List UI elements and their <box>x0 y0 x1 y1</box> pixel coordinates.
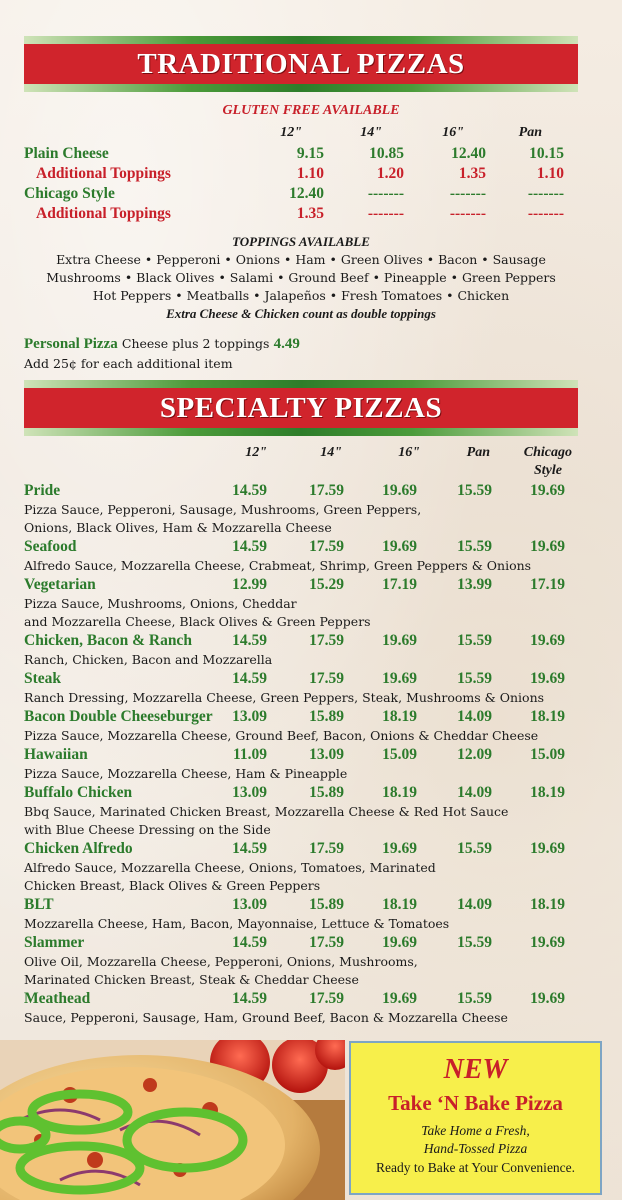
specialty-price: 19.69 <box>382 934 417 951</box>
specialty-price: 17.59 <box>309 840 344 857</box>
traditional-price: 10.15 <box>529 145 564 162</box>
specialty-item-name: Pride <box>24 482 61 499</box>
specialty-price: 19.69 <box>530 632 565 649</box>
specialty-price: 17.59 <box>309 990 344 1007</box>
specialty-item-description: and Mozzarella Cheese, Black Olives & Green Peppers <box>24 614 371 629</box>
personal-pizza-label: Personal Pizza <box>24 336 118 352</box>
promo-line-2: Hand-Tossed Pizza <box>423 1141 528 1156</box>
specialty-price: 17.59 <box>309 632 344 649</box>
toppings-title: TOPPINGS AVAILABLE <box>232 234 370 249</box>
specialty-item-name: Chicken Alfredo <box>24 840 133 857</box>
specialty-price: 19.69 <box>530 840 565 857</box>
specialty-item-description: Alfredo Sauce, Mozzarella Cheese, Onions, Tomatoes, Marinated <box>24 860 436 875</box>
personal-pizza-price: 4.49 <box>273 336 300 352</box>
specialty-price: 14.09 <box>457 708 492 725</box>
specialty-price: 18.19 <box>382 896 417 913</box>
traditional-price: ------- <box>527 205 564 222</box>
traditional-price: 10.85 <box>369 145 404 162</box>
specialty-price: 15.59 <box>457 482 492 499</box>
specialty-item-name: Meathead <box>24 990 91 1007</box>
specialty-price: 13.99 <box>457 576 492 593</box>
specialty-price: 14.59 <box>232 840 267 857</box>
traditional-price: 1.35 <box>458 165 486 182</box>
specialty-price: 19.69 <box>530 990 565 1007</box>
specialty-price: 14.59 <box>232 990 267 1007</box>
specialty-item-description: Mozzarella Cheese, Ham, Bacon, Mayonnaise, Lettuce & Tomatoes <box>24 916 450 931</box>
traditional-row-name: Plain Cheese <box>24 145 109 162</box>
size-header-14: 14" <box>360 125 382 140</box>
specialty-price: 12.99 <box>232 576 267 593</box>
specialty-item-description: Onions, Black Olives, Ham & Mozzarella Cheese <box>24 520 332 535</box>
specialty-price: 19.69 <box>382 990 417 1007</box>
specialty-item-name: Seafood <box>24 538 77 555</box>
specialty-price: 15.89 <box>309 784 344 801</box>
pizza-photo <box>0 1040 345 1200</box>
specialty-price: 15.59 <box>457 632 492 649</box>
spec-size-14: 14" <box>320 445 342 460</box>
traditional-price: 1.10 <box>296 165 324 182</box>
specialty-price: 13.09 <box>232 896 267 913</box>
specialty-item-description: Pizza Sauce, Mushrooms, Onions, Cheddar <box>24 596 297 611</box>
traditional-price: 12.40 <box>451 145 486 162</box>
traditional-row-name: Chicago Style <box>24 185 115 202</box>
traditional-price: 9.15 <box>296 145 324 162</box>
traditional-banner <box>24 36 578 92</box>
spec-size-chicago: Chicago <box>523 445 572 460</box>
specialty-price: 15.29 <box>309 576 344 593</box>
specialty-price: 14.09 <box>457 784 492 801</box>
specialty-item-description: Pizza Sauce, Mozzarella Cheese, Ground Beef, Bacon, Onions & Cheddar Cheese <box>24 728 539 743</box>
traditional-row-name: Additional Toppings <box>36 165 171 182</box>
specialty-banner <box>24 380 578 436</box>
specialty-price: 18.19 <box>530 784 565 801</box>
specialty-price: 18.19 <box>382 708 417 725</box>
size-header-12: 12" <box>280 125 302 140</box>
specialty-item-name: Buffalo Chicken <box>24 784 133 801</box>
specialty-price: 19.69 <box>382 482 417 499</box>
traditional-title: TRADITIONAL PIZZAS <box>24 44 578 84</box>
specialty-item-description: Bbq Sauce, Marinated Chicken Breast, Mozzarella Cheese & Red Hot Sauce <box>24 804 509 819</box>
specialty-price: 14.59 <box>232 538 267 555</box>
promo-line-3: Ready to Bake at Your Convenience. <box>375 1160 576 1175</box>
specialty-price: 19.69 <box>530 670 565 687</box>
traditional-price: ------- <box>367 205 404 222</box>
traditional-price: ------- <box>527 185 564 202</box>
specialty-price: 15.89 <box>309 896 344 913</box>
traditional-row-name: Additional Toppings <box>36 205 171 222</box>
specialty-price: 15.89 <box>309 708 344 725</box>
traditional-price: 1.35 <box>296 205 324 222</box>
specialty-price: 17.19 <box>382 576 417 593</box>
specialty-item-name: BLT <box>24 896 54 913</box>
specialty-price: 14.59 <box>232 934 267 951</box>
specialty-price: 14.09 <box>457 896 492 913</box>
specialty-price: 15.09 <box>530 746 565 763</box>
toppings-line-3: Hot Peppers • Meatballs • Jalapeños • Fresh Tomatoes • Chicken <box>92 288 510 303</box>
specialty-price: 12.09 <box>457 746 492 763</box>
spec-size-12: 12" <box>245 445 267 460</box>
gluten-free-note: GLUTEN FREE AVAILABLE <box>222 103 400 118</box>
specialty-item-name: Chicken, Bacon & Ranch <box>24 632 192 649</box>
spec-size-16: 16" <box>398 445 420 460</box>
promo-new-label: NEW <box>443 1054 508 1085</box>
promo-line-1: Take Home a Fresh, <box>421 1123 530 1138</box>
specialty-price: 19.69 <box>530 538 565 555</box>
specialty-price: 15.59 <box>457 840 492 857</box>
traditional-price: ------- <box>367 185 404 202</box>
traditional-price: ------- <box>449 185 486 202</box>
personal-pizza-note: Add 25¢ for each additional item <box>24 356 233 371</box>
size-header-pan: Pan <box>518 125 542 140</box>
specialty-price: 17.59 <box>309 670 344 687</box>
specialty-price: 14.59 <box>232 482 267 499</box>
specialty-price: 15.59 <box>457 538 492 555</box>
specialty-price: 19.69 <box>382 670 417 687</box>
specialty-price: 19.69 <box>382 632 417 649</box>
specialty-item-name: Steak <box>24 670 62 687</box>
specialty-item-name: Bacon Double Cheeseburger <box>24 708 213 725</box>
specialty-price: 14.59 <box>232 670 267 687</box>
traditional-price: ------- <box>449 205 486 222</box>
specialty-price: 15.59 <box>457 990 492 1007</box>
specialty-item-description: Ranch Dressing, Mozzarella Cheese, Green Peppers, Steak, Mushrooms & Onions <box>24 690 545 705</box>
specialty-item-description: Sauce, Pepperoni, Sausage, Ham, Ground Beef, Bacon & Mozzarella Cheese <box>24 1010 508 1025</box>
specialty-price: 19.69 <box>382 840 417 857</box>
specialty-item-description: Marinated Chicken Breast, Steak & Cheddar Cheese <box>24 972 359 987</box>
spec-size-pan: Pan <box>466 445 490 460</box>
specialty-price: 18.19 <box>382 784 417 801</box>
specialty-price: 19.69 <box>382 538 417 555</box>
size-header-16: 16" <box>442 125 464 140</box>
specialty-item-description: Pizza Sauce, Pepperoni, Sausage, Mushrooms, Green Peppers, <box>24 502 422 517</box>
traditional-price: 12.40 <box>289 185 324 202</box>
traditional-price: 1.20 <box>376 165 404 182</box>
specialty-price: 15.09 <box>382 746 417 763</box>
specialty-price: 19.69 <box>530 934 565 951</box>
specialty-title: SPECIALTY PIZZAS <box>24 388 578 428</box>
specialty-price: 11.09 <box>232 746 267 763</box>
specialty-price: 14.59 <box>232 632 267 649</box>
specialty-item-name: Slammer <box>24 934 85 951</box>
specialty-item-description: Pizza Sauce, Mozzarella Cheese, Ham & Pineapple <box>24 766 348 781</box>
spec-size-style: Style <box>534 463 562 478</box>
promo-title: Take ‘N Bake Pizza <box>388 1091 563 1115</box>
traditional-price: 1.10 <box>536 165 564 182</box>
specialty-price: 15.59 <box>457 934 492 951</box>
specialty-item-name: Vegetarian <box>24 576 96 593</box>
personal-pizza-line <box>24 336 300 353</box>
specialty-item-description: Chicken Breast, Black Olives & Green Peppers <box>24 878 321 893</box>
specialty-price: 15.59 <box>457 670 492 687</box>
specialty-item-description: with Blue Cheese Dressing on the Side <box>24 822 271 837</box>
specialty-price: 17.59 <box>309 934 344 951</box>
specialty-price: 17.19 <box>530 576 565 593</box>
toppings-line-1: Extra Cheese • Pepperoni • Onions • Ham • Green Olives • Bacon • Sausage <box>56 252 546 267</box>
specialty-price: 13.09 <box>232 784 267 801</box>
specialty-price: 17.59 <box>309 482 344 499</box>
take-n-bake-promo <box>349 1041 602 1195</box>
specialty-item-description: Olive Oil, Mozzarella Cheese, Pepperoni, Onions, Mushrooms, <box>24 954 418 969</box>
specialty-price: 13.09 <box>309 746 344 763</box>
specialty-price: 18.19 <box>530 896 565 913</box>
specialty-item-description: Alfredo Sauce, Mozzarella Cheese, Crabmeat, Shrimp, Green Peppers & Onions <box>24 558 532 573</box>
specialty-price: 19.69 <box>530 482 565 499</box>
personal-pizza-desc: Cheese plus 2 toppings <box>121 336 270 351</box>
specialty-price: 13.09 <box>232 708 267 725</box>
toppings-line-2: Mushrooms • Black Olives • Salami • Ground Beef • Pineapple • Green Peppers <box>46 270 556 285</box>
specialty-item-name: Hawaiian <box>24 746 88 763</box>
toppings-note: Extra Cheese & Chicken count as double toppings <box>166 306 436 321</box>
specialty-price: 18.19 <box>530 708 565 725</box>
specialty-price: 17.59 <box>309 538 344 555</box>
specialty-item-description: Ranch, Chicken, Bacon and Mozzarella <box>24 652 273 667</box>
